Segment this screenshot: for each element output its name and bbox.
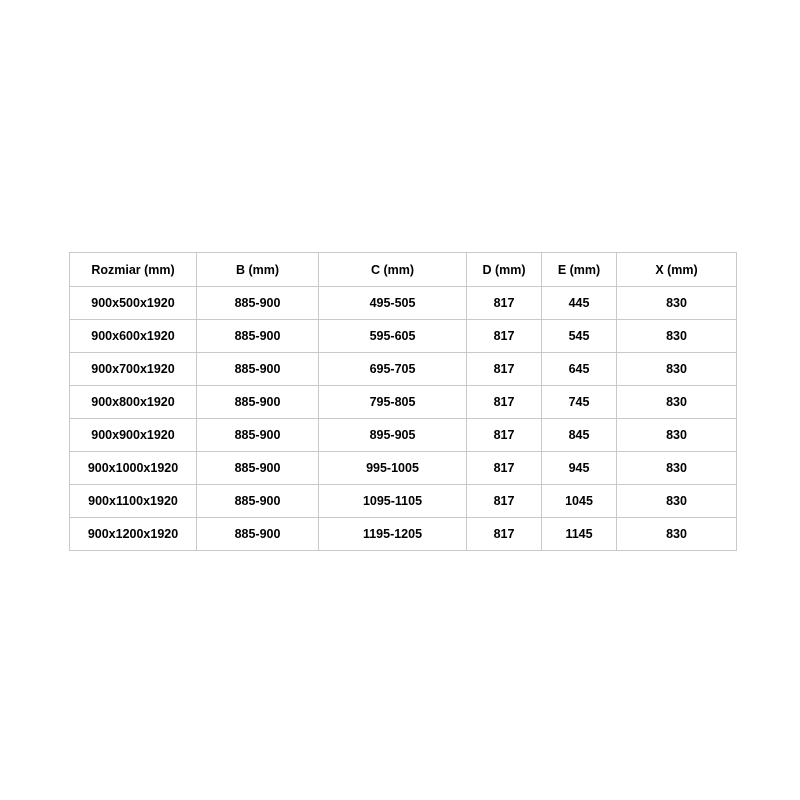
cell-d: 817	[467, 452, 542, 485]
cell-x: 830	[617, 353, 737, 386]
cell-x: 830	[617, 452, 737, 485]
cell-c: 895-905	[319, 419, 467, 452]
table-row	[70, 452, 737, 485]
cell-e: 445	[542, 287, 617, 320]
cell-e: 645	[542, 353, 617, 386]
cell-b: 885-900	[197, 452, 319, 485]
cell-x: 830	[617, 518, 737, 551]
cell-b: 885-900	[197, 320, 319, 353]
column-header-e: E (mm)	[542, 253, 617, 287]
cell-e: 1045	[542, 485, 617, 518]
cell-d: 817	[467, 419, 542, 452]
cell-e: 545	[542, 320, 617, 353]
cell-e: 1145	[542, 518, 617, 551]
table-row	[70, 353, 737, 386]
cell-e: 945	[542, 452, 617, 485]
cell-b: 885-900	[197, 419, 319, 452]
cell-c: 695-705	[319, 353, 467, 386]
cell-x: 830	[617, 386, 737, 419]
cell-size: 900x600x1920	[70, 320, 197, 353]
cell-c: 495-505	[319, 287, 467, 320]
cell-size: 900x500x1920	[70, 287, 197, 320]
cell-x: 830	[617, 287, 737, 320]
cell-c: 1095-1105	[319, 485, 467, 518]
column-header-size: Rozmiar (mm)	[70, 253, 197, 287]
cell-e: 745	[542, 386, 617, 419]
cell-size: 900x1000x1920	[70, 452, 197, 485]
table-body	[70, 287, 737, 551]
cell-d: 817	[467, 386, 542, 419]
cell-d: 817	[467, 485, 542, 518]
cell-d: 817	[467, 353, 542, 386]
cell-b: 885-900	[197, 353, 319, 386]
cell-x: 830	[617, 320, 737, 353]
table-header	[70, 253, 737, 287]
cell-size: 900x1100x1920	[70, 485, 197, 518]
cell-b: 885-900	[197, 485, 319, 518]
dimensions-table	[69, 252, 737, 551]
table-row	[70, 518, 737, 551]
cell-x: 830	[617, 485, 737, 518]
cell-d: 817	[467, 320, 542, 353]
cell-size: 900x900x1920	[70, 419, 197, 452]
column-header-d: D (mm)	[467, 253, 542, 287]
cell-c: 595-605	[319, 320, 467, 353]
cell-b: 885-900	[197, 287, 319, 320]
table-row	[70, 485, 737, 518]
cell-e: 845	[542, 419, 617, 452]
table-row	[70, 287, 737, 320]
column-header-c: C (mm)	[319, 253, 467, 287]
cell-size: 900x700x1920	[70, 353, 197, 386]
cell-size: 900x800x1920	[70, 386, 197, 419]
cell-c: 795-805	[319, 386, 467, 419]
cell-b: 885-900	[197, 518, 319, 551]
column-header-x: X (mm)	[617, 253, 737, 287]
cell-c: 1195-1205	[319, 518, 467, 551]
cell-d: 817	[467, 518, 542, 551]
cell-b: 885-900	[197, 386, 319, 419]
cell-c: 995-1005	[319, 452, 467, 485]
table-header-row	[70, 253, 737, 287]
cell-size: 900x1200x1920	[70, 518, 197, 551]
table-row	[70, 320, 737, 353]
cell-x: 830	[617, 419, 737, 452]
column-header-b: B (mm)	[197, 253, 319, 287]
table-row	[70, 419, 737, 452]
cell-d: 817	[467, 287, 542, 320]
table-row	[70, 386, 737, 419]
dimensions-table-container	[69, 252, 736, 551]
